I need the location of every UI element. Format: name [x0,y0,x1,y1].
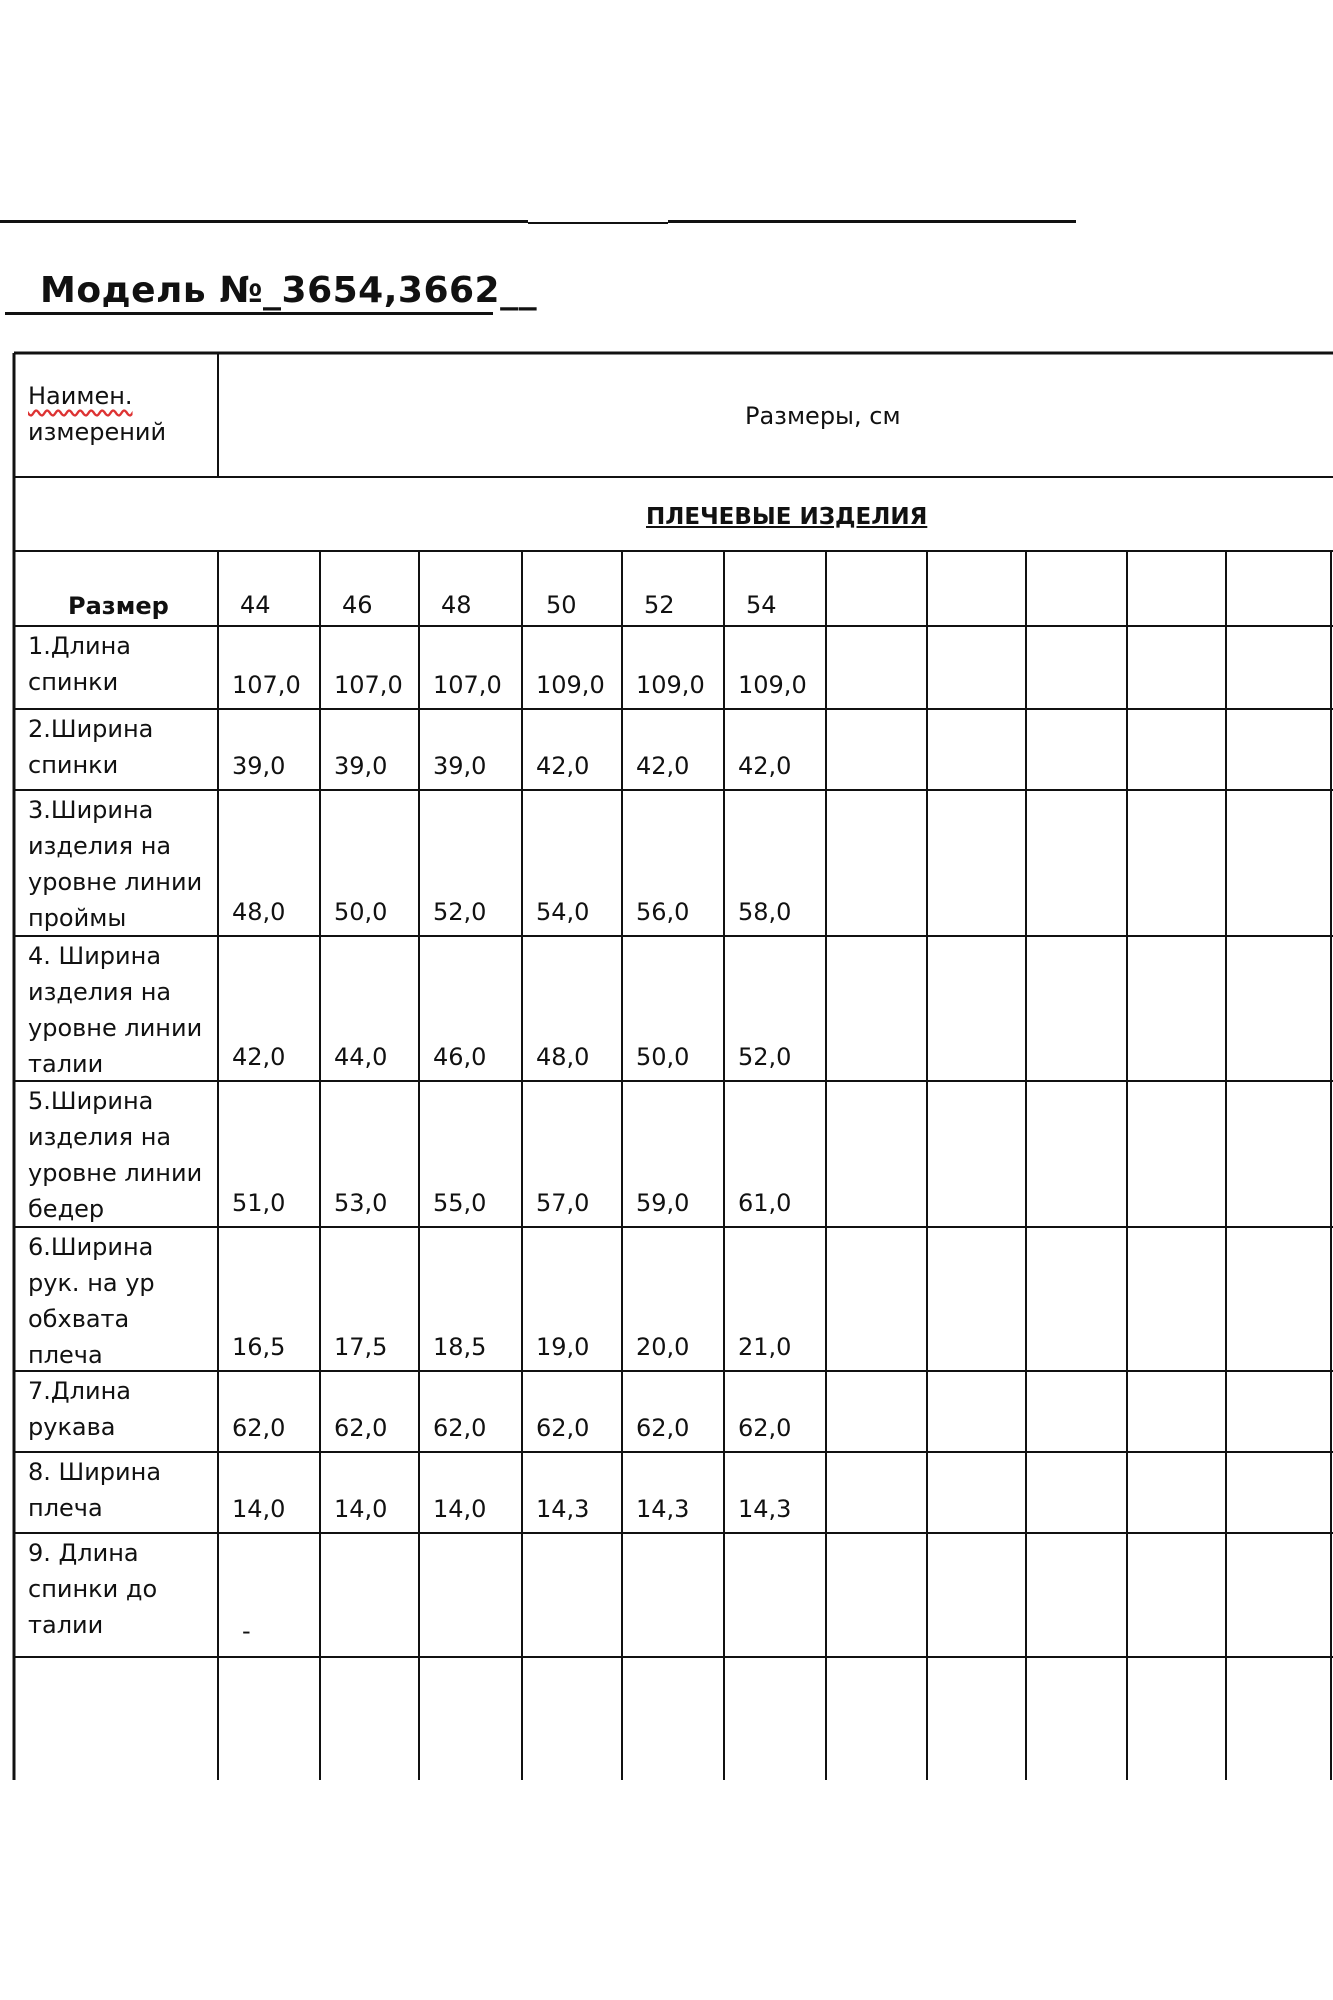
row-label-line: уровне линии [28,868,203,896]
value-cell: 14,0 [334,1495,388,1523]
value-cell: 109,0 [738,671,807,699]
row-label-line: плеча [28,1341,103,1369]
row-label-line: спинки [28,668,119,696]
value-cell: 52,0 [433,898,487,926]
row-label-line: талии [28,1050,104,1078]
value-cell: 56,0 [636,898,690,926]
model-numbers: 3654,3662 [281,270,501,311]
row-label [28,792,202,936]
row-label [28,1229,155,1373]
value-cell: 42,0 [738,752,792,780]
row-label [28,1083,202,1227]
value-cell: 14,0 [232,1495,286,1523]
row-label-line: рукава [28,1413,116,1441]
value-cell: 39,0 [232,752,286,780]
title-tail: __ [500,270,538,311]
title-gap: _ [263,270,282,311]
value-cell: 51,0 [232,1189,286,1217]
size-header-cell: 52 [644,591,675,619]
value-cell: - [242,1617,251,1645]
size-header-cell: 46 [342,591,373,619]
row-label-line: 5.Ширина [28,1087,154,1115]
value-cell: 107,0 [232,671,301,699]
section-title: ПЛЕЧЕВЫЕ ИЗДЕЛИЯ [646,504,928,530]
value-cell: 62,0 [738,1414,792,1442]
row-label-line: уровне линии [28,1159,203,1187]
row-label-line: уровне линии [28,1014,203,1042]
row-label-line: 3.Ширина [28,796,154,824]
row-label-line: бедер [28,1195,105,1223]
value-cell: 48,0 [232,898,286,926]
value-cell: 14,0 [433,1495,487,1523]
value-cell: 61,0 [738,1189,792,1217]
value-cell: 42,0 [232,1043,286,1071]
size-header-cell: 50 [546,591,577,619]
value-cell: 14,3 [738,1495,792,1523]
size-header-cell: 54 [746,591,777,619]
row-label-line: проймы [28,904,127,932]
row-label-line: талии [28,1611,104,1639]
value-cell: 42,0 [536,752,590,780]
value-cell: 48,0 [536,1043,590,1071]
value-cell: 16,5 [232,1333,286,1361]
row-label [28,628,131,700]
value-cell: 39,0 [433,752,487,780]
row-label [28,1373,131,1445]
row-label-line: изделия на [28,832,172,860]
row-label-line: 7.Длина [28,1377,131,1405]
value-cell: 14,3 [536,1495,590,1523]
sizes-caption: Размеры, см [745,402,901,430]
value-cell: 19,0 [536,1333,590,1361]
value-cell: 55,0 [433,1189,487,1217]
row-label-line: изделия на [28,1123,172,1151]
value-cell: 18,5 [433,1333,487,1361]
header-label-line2: измерений [28,418,167,446]
value-cell: 21,0 [738,1333,792,1361]
value-cell: 52,0 [738,1043,792,1071]
value-cell: 58,0 [738,898,792,926]
value-cell: 20,0 [636,1333,690,1361]
value-cell: 57,0 [536,1189,590,1217]
row-label-line: обхвата [28,1305,130,1333]
row-label-line: рук. на ур [28,1269,155,1297]
title-prefix: Модель № [40,270,264,311]
value-cell: 14,3 [636,1495,690,1523]
value-cell: 62,0 [433,1414,487,1442]
value-cell: 50,0 [636,1043,690,1071]
row-label-line: спинки до [28,1575,158,1603]
header-label [28,378,166,450]
value-cell: 62,0 [636,1414,690,1442]
row-label-line: 1.Длина [28,632,131,660]
value-cell: 42,0 [636,752,690,780]
row-label [28,1535,157,1643]
value-cell: 53,0 [334,1189,388,1217]
row-label-line: плеча [28,1494,103,1522]
row-label [28,711,153,783]
value-cell: 62,0 [334,1414,388,1442]
row-label-line: 9. Длина [28,1539,139,1567]
value-cell: 109,0 [536,671,605,699]
value-cell: 62,0 [232,1414,286,1442]
value-cell: 107,0 [334,671,403,699]
value-cell: 46,0 [433,1043,487,1071]
value-cell: 50,0 [334,898,388,926]
header-label-line1: Наимен. [28,382,133,410]
row-label-line: 6.Ширина [28,1233,154,1261]
row-label [28,938,202,1082]
size-row-label: Размер [68,592,169,620]
row-label-line: 2.Ширина [28,715,154,743]
row-label-line: 8. Ширина [28,1458,162,1486]
value-cell: 62,0 [536,1414,590,1442]
value-cell: 54,0 [536,898,590,926]
value-cell: 17,5 [334,1333,388,1361]
row-label-line: изделия на [28,978,172,1006]
value-cell: 44,0 [334,1043,388,1071]
row-label-line: спинки [28,751,119,779]
row-label-line: 4. Ширина [28,942,162,970]
value-cell: 39,0 [334,752,388,780]
value-cell: 107,0 [433,671,502,699]
row-label [28,1454,161,1526]
value-cell: 59,0 [636,1189,690,1217]
size-header-cell: 44 [240,591,271,619]
size-header-cell: 48 [441,591,472,619]
value-cell: 109,0 [636,671,705,699]
